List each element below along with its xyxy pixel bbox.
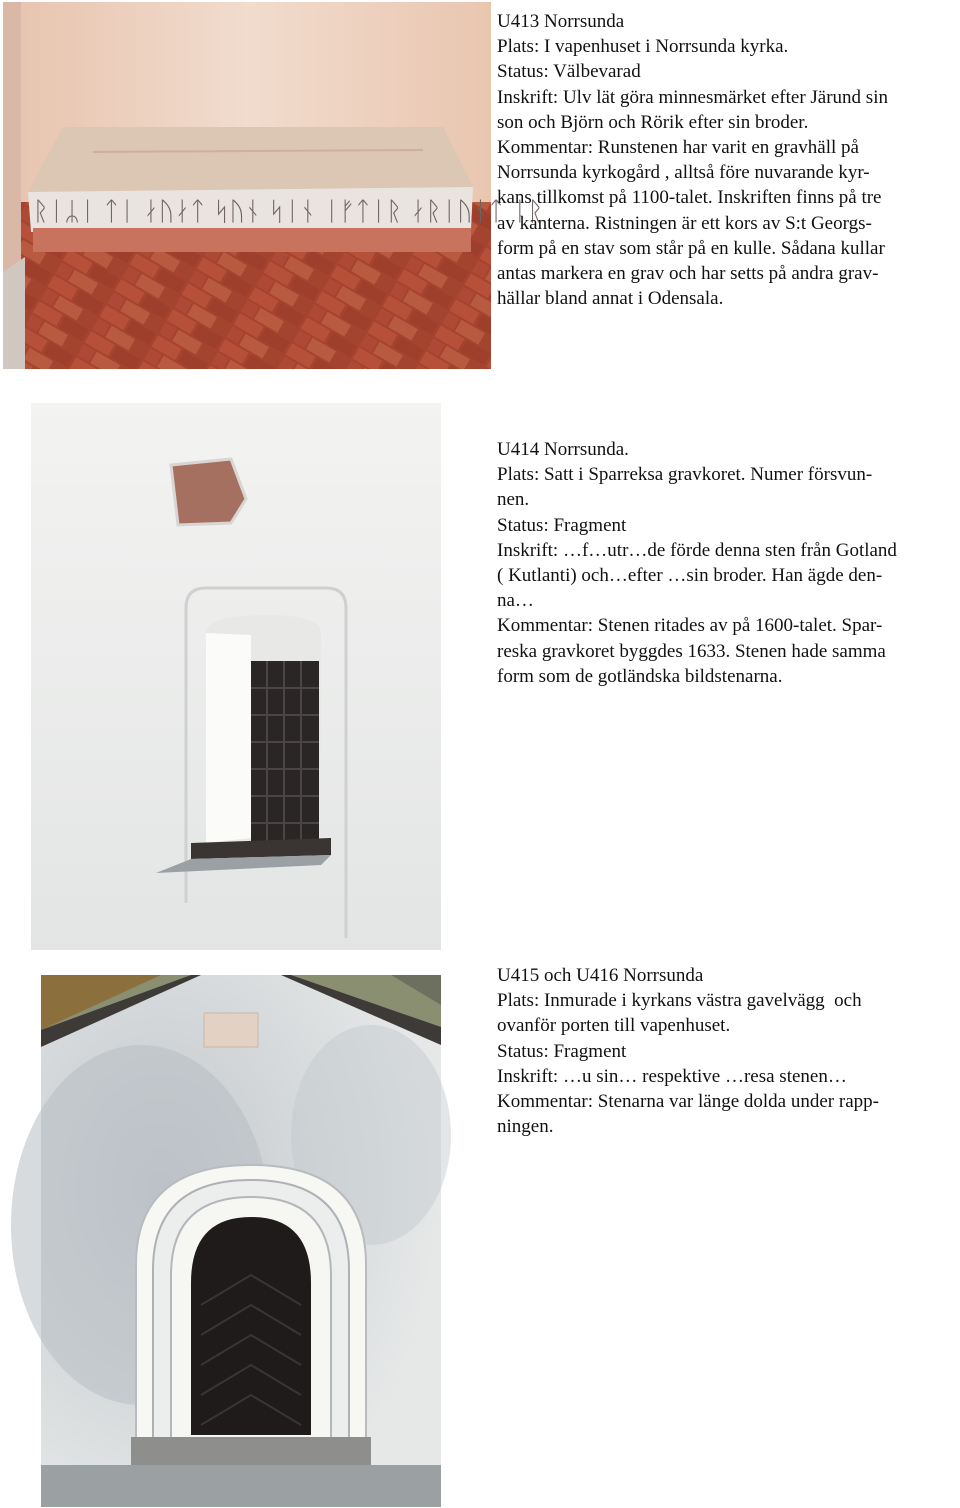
runic-inscription: ᚱᛁᛦᛁ ᛏᛁ ᛅᚢᛅᛏ ᛋᚢᚾ ᛋᛁᚾ ᛁᚠᛏᛁᚱ ᛅᚱᛁᚢᚾᛏ ᛁᚱ: [33, 197, 544, 227]
text-line: Kommentar: Stenen ritades av på 1600-talet. Spar-: [497, 615, 883, 637]
text-line: U413 Norrsunda: [497, 11, 625, 32]
text-line: U414 Norrsunda.: [497, 439, 629, 460]
text-line: Status: Fragment: [497, 514, 627, 536]
text-line: form som de gotländska bildstenarna.: [497, 665, 783, 687]
text-line: U415 och U416 Norrsunda: [497, 965, 704, 986]
text-line: Plats: I vapenhuset i Norrsunda kyrka.: [497, 36, 789, 58]
photo-runestone-slab: [3, 2, 544, 369]
text-line: ovanför porten till vapenhuset.: [497, 1015, 731, 1037]
text-line: Plats: Inmurade i kyrkans västra gavelvägg och: [497, 990, 862, 1012]
text-line: Plats: Satt i Sparreksa gravkoret. Numer försvun-: [497, 464, 873, 486]
text-line: form på en stav som står på en kulle. Sådana kullar: [497, 237, 885, 259]
entry-u414: [497, 437, 959, 689]
text-line: Norrsunda kyrkogård , alltså före nuvarande kyr-: [497, 162, 870, 184]
text-line: reska gravkoret byggdes 1633. Stenen hade samma: [497, 640, 886, 662]
text-line: nen.: [497, 489, 530, 511]
text-line: hällar bland annat i Odensala.: [497, 288, 724, 310]
entry-u413: [497, 9, 959, 311]
text-line: na…: [497, 590, 534, 612]
text-line: Inskrift: Ulv lät göra minnesmärket efter Järund sin: [497, 86, 888, 108]
text-line: antas markera en grav och har setts på andra grav-: [497, 263, 879, 285]
text-line: son och Björn och Rörik efter sin broder.: [497, 111, 809, 133]
text-line: Inskrift: …u sin… respektive …resa stenen…: [497, 1065, 847, 1087]
text-line: kans tillkomst på 1100-talet. Inskriften finns på tre: [497, 187, 882, 209]
photo-church-wall-window: [31, 403, 441, 950]
photo-church-gable-portal: [41, 975, 441, 1507]
text-line: Kommentar: Runstenen har varit en gravhäll på: [497, 137, 859, 159]
text-line: ningen.: [497, 1116, 554, 1138]
text-line: ( Kutlanti) och…efter …sin broder. Han ägde den-: [497, 565, 883, 587]
text-line: av kanterna. Ristningen är ett kors av S:t Georgs-: [497, 212, 872, 234]
text-line: Status: Fragment: [497, 1040, 627, 1062]
text-line: Inskrift: …f…utr…de förde denna sten från Gotland: [497, 539, 897, 561]
text-line: Status: Välbevarad: [497, 61, 641, 83]
entry-u415-u416: [497, 963, 959, 1139]
text-line: Kommentar: Stenarna var länge dolda under rapp-: [497, 1091, 879, 1113]
